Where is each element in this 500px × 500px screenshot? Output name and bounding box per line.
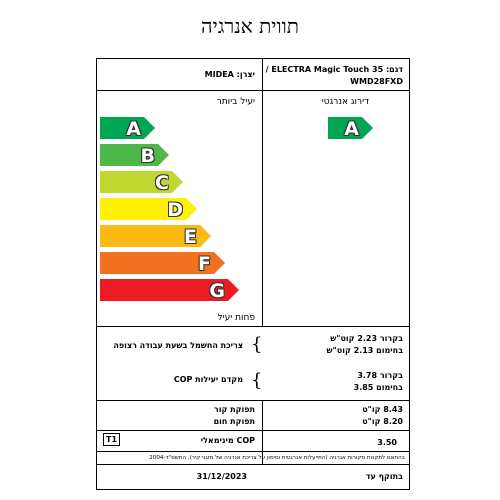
- row-divider: [97, 464, 409, 465]
- scale-class-E: [100, 225, 211, 247]
- class-letter: B: [140, 145, 155, 167]
- validity-label: בתוקף עד: [365, 472, 403, 481]
- consumption-cooling: בקרור 2.23 קוט"ש: [330, 334, 403, 343]
- validity-date: 31/12/2023: [196, 472, 247, 481]
- row-divider: [97, 326, 409, 327]
- rating-class-arrow: [328, 117, 373, 139]
- manufacturer-label: יצרן:: [236, 70, 255, 79]
- regulation-footnote: בהתאם לתקנות מקורות אנרגיה (התייעלות אנרגטית וסימון על צריכת אנרגיה של מזגני קיר), התשס"ד-2004: [149, 455, 405, 461]
- class-letter: A: [126, 118, 141, 140]
- output-cooling-label: תפוקת קור: [213, 405, 255, 414]
- scale-class-G: [100, 279, 239, 301]
- min-cop-value: 3.50: [377, 438, 397, 447]
- output-heating-value: 8.20 קו"ט: [362, 417, 403, 426]
- model-value-line2: WMD28FXD: [350, 77, 403, 86]
- energy-label-frame: [96, 58, 410, 490]
- min-cop-label: COP מינימאלי: [200, 436, 255, 445]
- consumption-label: צריכת החשמל בשעת עבודה רצופה: [113, 341, 243, 350]
- row-divider: [97, 451, 409, 452]
- model-value-line1: ELECTRA Magic Touch 35 /: [265, 65, 384, 74]
- scale-class-C: [100, 171, 183, 193]
- column-divider: [262, 59, 263, 326]
- rating-label: דירוג אנרגטי: [321, 97, 369, 107]
- manufacturer-value: MIDEA: [204, 70, 234, 79]
- consumption-brace: {: [251, 334, 263, 355]
- label-title: תווית אנרגיה: [201, 14, 299, 38]
- tier-tag: T1: [103, 433, 120, 446]
- class-letter: D: [167, 199, 183, 221]
- model-field: [266, 65, 403, 74]
- scale-class-A: [100, 117, 155, 139]
- output-heating-label: תפוקת חום: [213, 417, 255, 426]
- consumption-heating: בחימום 2.13 קוט"ש: [326, 346, 403, 355]
- scale-bottom-label: פחות יעיל: [217, 313, 255, 323]
- output-cooling-value: 8.43 קו"ט: [362, 405, 403, 414]
- scale-top-label: יעיל ביותר: [216, 97, 255, 107]
- cop-cooling: בקרור 3.78: [357, 371, 403, 380]
- scale-class-D: [100, 198, 197, 220]
- cop-brace: {: [251, 370, 263, 391]
- class-letter: A: [344, 118, 359, 140]
- row-divider: [97, 400, 409, 401]
- cop-heating: בחימום 3.85: [353, 383, 403, 392]
- manufacturer-field: [205, 70, 255, 79]
- cop-label: מקדם יעילות COP: [173, 375, 243, 384]
- row-divider: [97, 90, 409, 91]
- class-letter: E: [184, 226, 197, 248]
- scale-class-B: [100, 144, 169, 166]
- model-label: דגם:: [385, 65, 403, 74]
- class-letter: G: [209, 280, 225, 302]
- row-divider: [97, 430, 409, 431]
- scale-class-F: [100, 252, 225, 274]
- class-letter: F: [198, 253, 211, 275]
- class-letter: C: [155, 172, 169, 194]
